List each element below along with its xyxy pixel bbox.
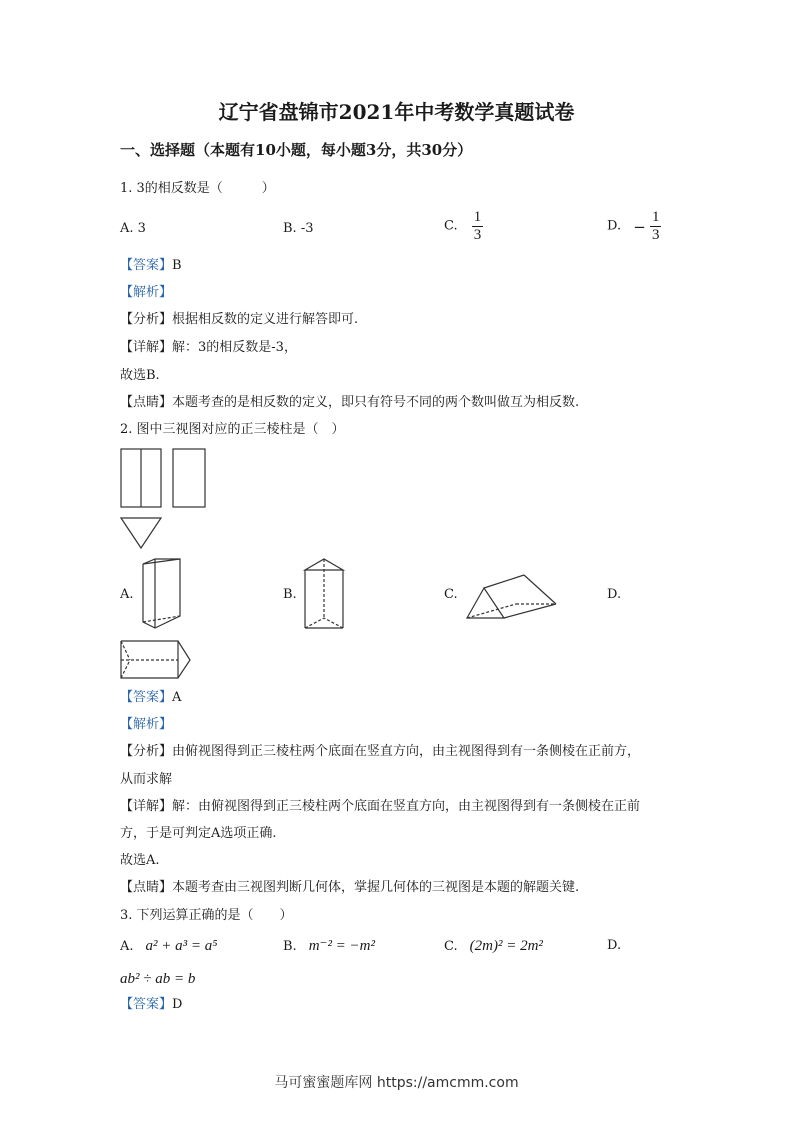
prism-option-b [302, 556, 348, 632]
q1-fenxi-text: 根据相反数的定义进行解答即可. [172, 312, 359, 327]
q3-option-c-label: C. [444, 939, 458, 954]
answer-tag: 【答案】 [120, 997, 173, 1012]
three-view-figure [118, 446, 210, 552]
q2-stem: 2. 图中三视图对应的正三棱柱是（ ） [120, 422, 345, 437]
q2-jiexi-tag: 【解析】 [120, 717, 173, 732]
q2-fenxi-line1 [120, 743, 640, 761]
q2-dianjing-text: 本题考查由三视图判断几何体，掌握几何体的三视图是本题的解题关键. [172, 880, 580, 895]
q2-option-c-label: C. [444, 587, 458, 602]
q3-stem: 3. 下列运算正确的是（ ） [120, 908, 293, 923]
q1-d-numerator: 1 [651, 209, 660, 225]
q1-option-c-fraction [472, 209, 484, 244]
q2-answer [120, 689, 181, 707]
q2-fenxi-line2: 从而求解 [120, 772, 173, 787]
q1-dianjing-text: 本题考查的是相反数的定义，即只有符号不同的两个数叫做互为相反数. [172, 395, 580, 410]
q3-option-b-expr: m⁻² = −m² [308, 938, 376, 954]
answer-tag: 【答案】 [120, 690, 173, 705]
q3-option-c [444, 937, 543, 956]
q2-xiangjie-line2: 方，于是可判定A选项正确. [120, 826, 277, 841]
q2-fenxi-text: 由俯视图得到正三棱柱两个底面在竖直方向，由主视图得到有一条侧棱在正前方， [172, 744, 641, 759]
q2-option-b-label: B. [283, 587, 297, 602]
answer-tag: 【答案】 [120, 258, 173, 273]
top-view-triangle [121, 518, 161, 548]
q1-c-numerator: 1 [473, 209, 482, 225]
side-view [173, 449, 205, 507]
q2-guxuan: 故选A. [120, 853, 160, 868]
q1-d-sign: − [633, 217, 646, 236]
q1-guxuan: 故选B. [120, 368, 160, 383]
fenxi-tag: 【分析】 [120, 744, 173, 759]
q3-option-a [120, 937, 217, 956]
q3-answer-value: D [172, 997, 183, 1012]
q2-option-d-label: D. [607, 587, 622, 602]
q3-option-b-label: B. [283, 939, 297, 954]
q1-answer-value: B [172, 258, 182, 273]
q2-answer-value: A [172, 690, 182, 705]
q1-d-denominator: 3 [651, 227, 660, 243]
q1-xiangjie-text: 解：3的相反数是-3， [172, 340, 297, 355]
q1-option-c-label: C. [444, 218, 458, 234]
q3-option-d-expr: ab² ÷ ab = b [120, 971, 196, 987]
q1-option-a: A. 3 [120, 221, 146, 236]
q1-dianjing [120, 394, 579, 412]
q3-option-a-label: A. [120, 939, 134, 954]
q1-option-c [444, 209, 483, 244]
q3-option-d-label: D. [607, 938, 622, 953]
prism-option-c [464, 572, 560, 622]
q2-option-a-label: A. [120, 587, 134, 602]
q1-xiangjie [120, 339, 297, 357]
q3-answer [120, 996, 182, 1014]
q1-option-d-fraction [650, 209, 662, 244]
q1-fenxi [120, 311, 358, 329]
q3-option-c-expr: (2m)² = 2m² [469, 938, 543, 954]
q3-option-a-expr: a² + a³ = a⁵ [145, 938, 218, 954]
footer-watermark[interactable]: 马可蜜蜜题库网 https://amcmm.com [274, 1075, 519, 1091]
dianjing-tag: 【点睛】 [120, 880, 173, 895]
q2-xiangjie-line1 [120, 798, 640, 816]
q1-option-d [607, 209, 661, 244]
q2-dianjing [120, 879, 579, 897]
q1-c-denominator: 3 [473, 227, 482, 243]
q3-option-d-expr-row [120, 968, 195, 988]
fenxi-tag: 【分析】 [120, 312, 173, 327]
xiangjie-tag: 【详解】 [120, 799, 173, 814]
xiangjie-tag: 【详解】 [120, 340, 173, 355]
q1-jiexi-tag: 【解析】 [120, 285, 173, 300]
q1-stem: 1. 3的相反数是（ ） [120, 181, 275, 196]
q1-option-d-label: D. [607, 218, 622, 234]
prism-option-d [118, 638, 194, 684]
dianjing-tag: 【点睛】 [120, 395, 173, 410]
section-heading: 一、选择题（本题有10小题，每小题3分，共30分） [120, 141, 473, 159]
q3-option-b [283, 937, 375, 956]
prism-option-a [140, 556, 188, 632]
q1-answer [120, 257, 182, 275]
page-title: 辽宁省盘锦市2021年中考数学真题试卷 [218, 100, 575, 124]
q1-option-b: B. -3 [283, 221, 314, 236]
q2-xiangjie-text: 解：由俯视图得到正三棱柱两个底面在竖直方向，由主视图得到有一条侧棱在正前 [172, 799, 641, 814]
